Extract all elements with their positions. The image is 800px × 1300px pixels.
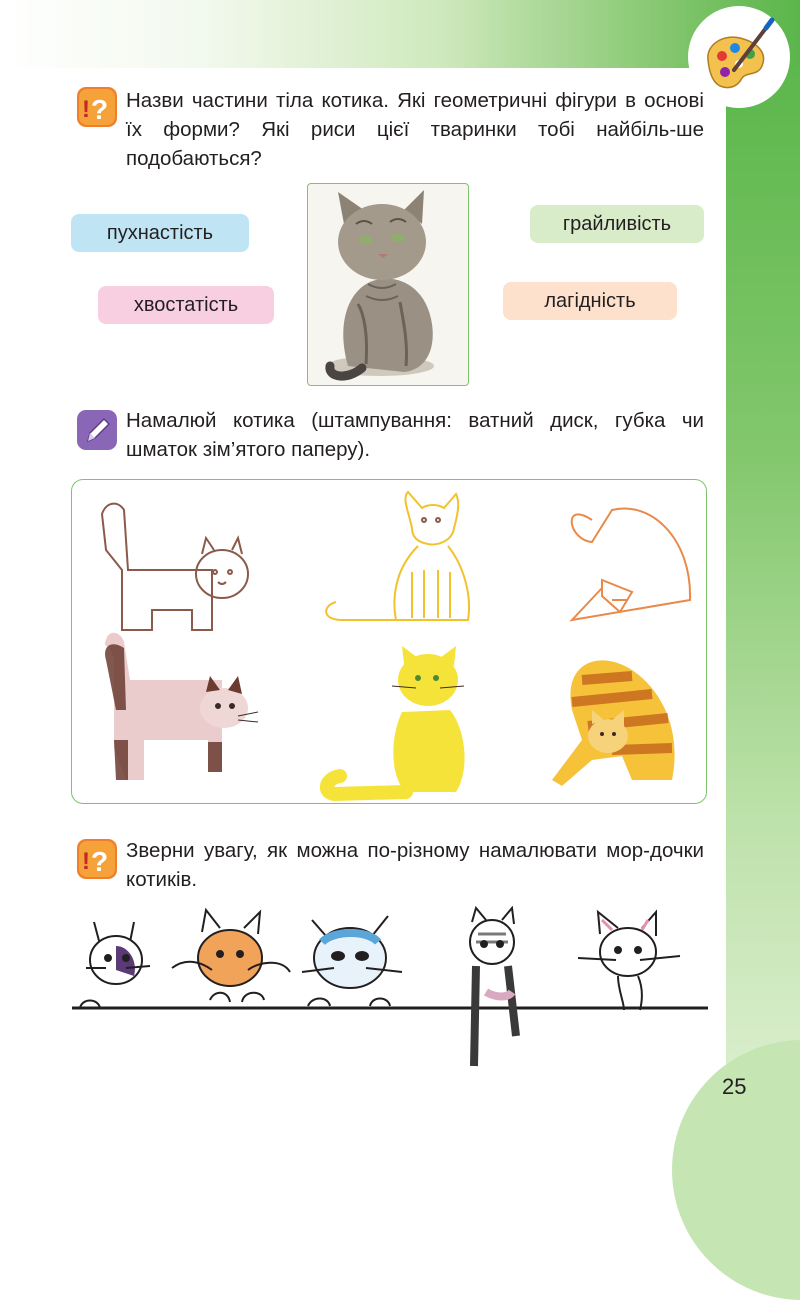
- task2-text: Намалюй котика (штампування: ватний диск, губка чи шматок зім’ятого паперу).: [126, 409, 704, 461]
- trait-playfulness: грайливість: [530, 205, 704, 243]
- task1-text: Назви частини тіла котика. Які геометричні фігури в основі їх форми? Які риси цієї тваринки тобі найбіль-ше подобаються?: [126, 89, 704, 170]
- trait-gentleness: лагідність: [503, 282, 677, 320]
- cat-face-2: [172, 910, 290, 1002]
- svg-text:!: !: [82, 848, 90, 875]
- outline-cat-3: [572, 508, 690, 620]
- svg-text:?: ?: [91, 94, 109, 125]
- palette-badge: [690, 8, 788, 106]
- top-green-band: [0, 0, 800, 68]
- palette-icon: [690, 8, 788, 106]
- cat-photo: [307, 183, 469, 386]
- stamped-cat-6: [552, 660, 675, 786]
- stamp-cats-box: [71, 479, 707, 804]
- cat-faces-strip: [72, 906, 708, 1076]
- trait-tail: хвостатість: [98, 286, 274, 324]
- trait-fluffiness: пухнастість: [71, 214, 249, 252]
- cat-face-1: [80, 922, 150, 1008]
- stamped-cat-5: [327, 646, 465, 794]
- outline-cat-1: [102, 504, 248, 630]
- svg-text:?: ?: [91, 846, 109, 877]
- side-green-band: [726, 68, 800, 1158]
- task3-text: Зверни увагу, як можна по-різному намалювати мор-дочки котиків.: [126, 839, 704, 891]
- svg-text:!: !: [82, 96, 90, 123]
- pencil-icon: [76, 409, 118, 451]
- question-icon: [76, 86, 118, 128]
- cat-face-4: [470, 908, 516, 1066]
- question-icon: [76, 838, 118, 880]
- stamped-cat-4: [105, 633, 258, 780]
- cat-face-5: [578, 912, 680, 1010]
- outline-cat-2: [326, 492, 469, 620]
- cat-face-3: [302, 916, 402, 1006]
- page-number: 25: [722, 1074, 747, 1099]
